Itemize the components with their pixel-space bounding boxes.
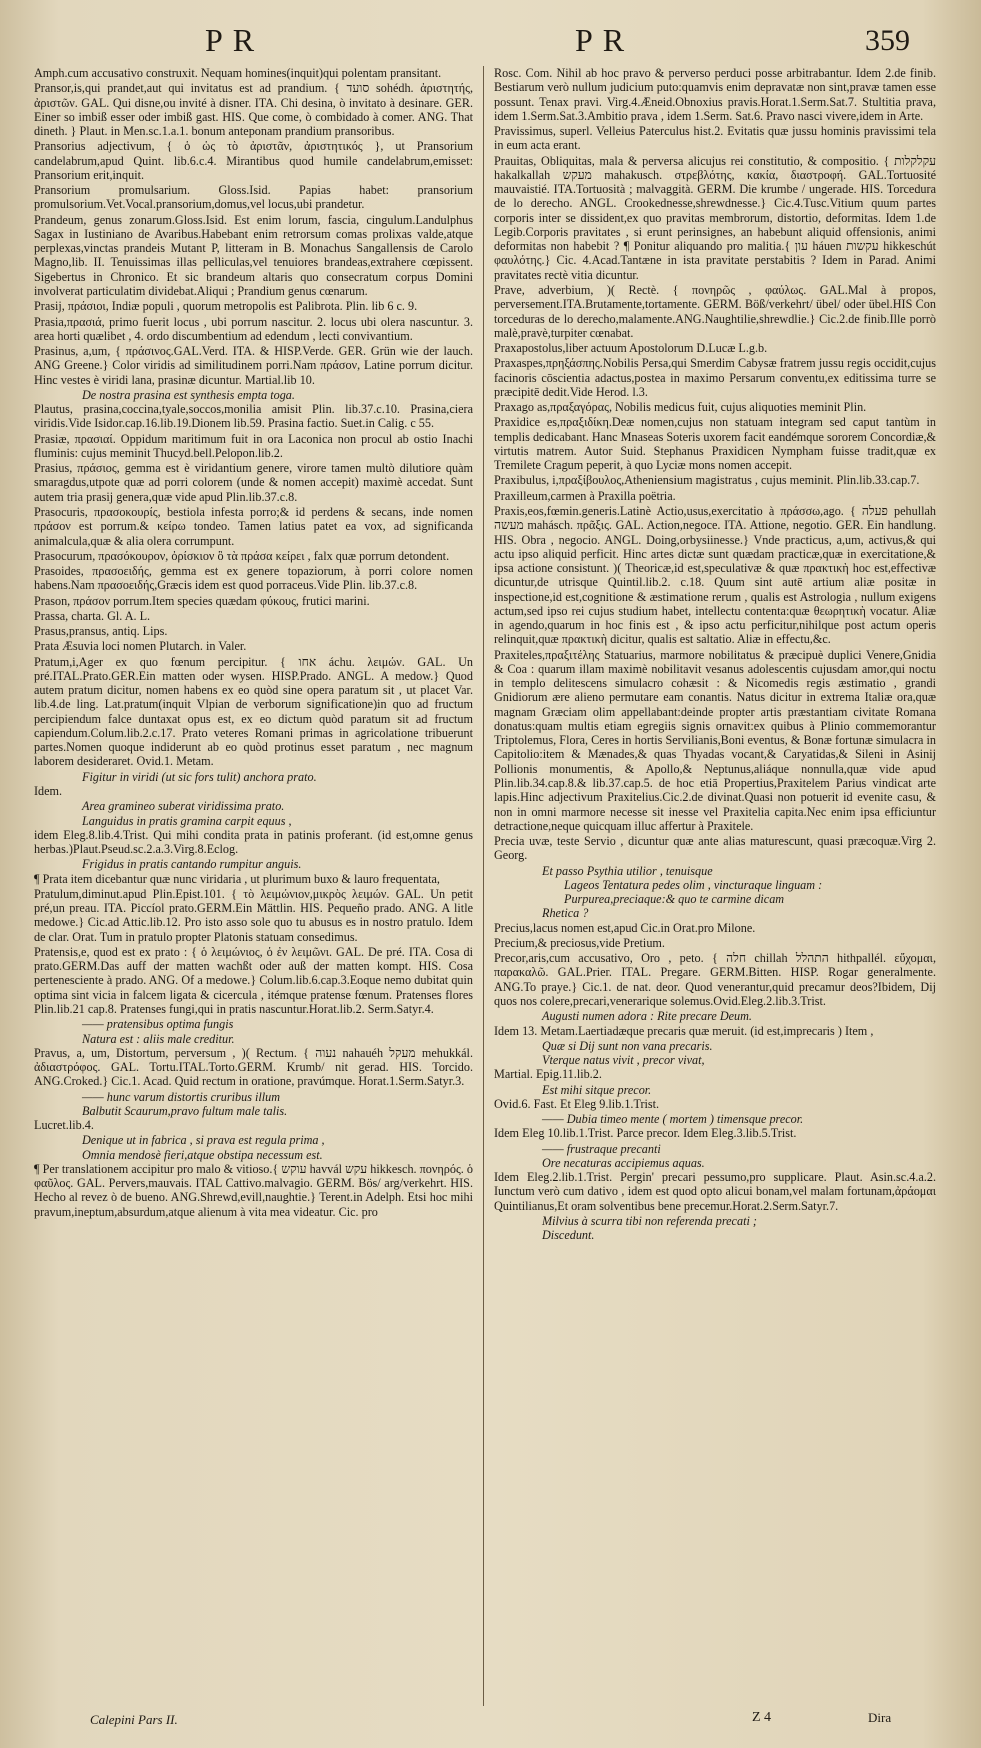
verse-quotation: Figitur in viridi (ut sic fors tulit) anchora prato.: [82, 769, 317, 784]
dictionary-entry: Prasoides, πρασοειδής, gemma est ex genere topaziorum, à porri colore nomen habens.Nam πρασοειδής,Græcis idem est quod porraceus.Vide Plin. lib.37.c.8.: [34, 564, 473, 593]
dictionary-entry: Amph.cum accusativo construxit. Nequam homines(inquit)qui polentam pransitant.: [34, 66, 442, 80]
text-columns: [14, 66, 964, 1706]
dictionary-entry: Martial. Epig.11.lib.2.: [494, 1067, 602, 1082]
verse-quotation: Lageos Tentatura pedes olim , vincturaque linguam :: [564, 877, 823, 892]
left-column: [14, 66, 484, 1706]
verse-quotation: —— Dubia timeo mente ( mortem ) timensque precor.: [542, 1112, 804, 1127]
verse-quotation: Discedunt.: [542, 1228, 595, 1243]
verse-quotation: Balbutit Scaurum,pravo fultum male talis.: [82, 1103, 288, 1118]
dictionary-entry: Prave, adverbium, )( Rectè. { πονηρῶς , φαύλως. GAL.Mal à propos, perversement.ITA.Brutamente,tortamente. GERM. Böß/verkehrt/ übel/ oder übel.HIS Con torceduras de lo derecho,malamente.ANG.Naughtilie,shrewdlie.} Cic.2.de finib.Ille porrò malè,pravè,turpiter cœnabat.: [494, 282, 936, 340]
dictionary-entry: Lucret.lib.4.: [34, 1118, 94, 1133]
verse-quotation: —— hunc varum distortis cruribus illum: [82, 1089, 281, 1104]
dictionary-entry: Precius,lacus nomen est,apud Cic.in Orat.pro Milone.: [494, 920, 756, 935]
dictionary-entry: Pransor,is,qui prandet,aut qui invitatus est ad prandium. { סועד sohédh. ἀριστητής, ἀριστῶν. GAL. Qui disne,ou invité à disner. ITA. Chi desina, ò invitato à desinare. GER. Einer so imbiß esser oder imbiß gast. HIS. Que come, ò combidado à comer. ANG. That dineth. } Plaut. in Men.sc.1.a.1. bonum anteponam prandium pransoribus.: [34, 81, 473, 139]
dictionary-entry: Praxis,eos,fœmin.generis.Latinè Actio,usus,exercitatio à πράσσω,ago. { פעלה pehullah מעשה mahásch. πρᾶξις. GAL. Action,negoce. ITA. Attione, negotio. GER. Ein handlung. HIS. Obra , negocio. ANGL. Doing,orbysiinesse.} Vnde practicus, a,um, activus,& qui actu ipso aliquid perficit. Hinc artes dictæ sunt quædam practicæ,quæ in exercitatione,& ipsa actione consistunt. )( Theoricæ,id est,speculativæ & quæ πρακτικὴ hoc est,effectivæ dicuntur,de utrisque Quintil.lib.2. c.18. Quum sint autē artium aliæ positæ in inspectione,id est,cognitione & æstimatione rerum , qualis est Astrologia , nullum exigens actum,sed ipso rei cujus studium habet, intellectu contenta:quæ θεωρητικὴ vocatur. Aliæ in agendo,quarum in hoc finis est , & ipso actu perficitur,nihilque post actum operis relinquit,quæ πρακτικὴ dicitur, qualis est saltatio. Aliæ in effectu,&c.: [494, 503, 936, 647]
dictionary-entry: Idem.: [34, 784, 63, 799]
dictionary-entry: Idem Eleg.2.lib.1.Trist. Pergin' precari pessumo,pro supplicare. Plaut. Asin.sc.4.a.2. Iunctum verò cum dativo , idem est quod opto alicui bonam,vel malam fortunam,ἀράομαι Quintilianus,Et oram solventibus bene precemur.Horat.2.Serm.Satyr.7.: [494, 1170, 936, 1213]
verse-quotation: —— frustraque precanti: [542, 1141, 661, 1156]
verse-quotation: Augusti numen adora : Rite precare Deum.: [542, 1009, 752, 1024]
verse-quotation: —— pratensibus optima fungis: [82, 1017, 234, 1032]
dictionary-entry: Precor,aris,cum accusativo, Oro , peto. { חלה chillah התהלל hithpallél. εὔχομαι, παρακαλῶ. GAL.Prier. ITAL. Pregare. GERM.Bitten. HISP. Rogar generalmente. ANG.To praye.} Cic.1. de nat. deor. Quod venerantur,quid precamur deos?Ibidem, Dij quos nos colere,precari,venerarique solemus.Ovid.Eleg.2.lib.3.Trist.: [494, 951, 937, 1008]
signature-mark: Z 4: [752, 1710, 772, 1725]
dictionary-entry: Prassa, charta. Gl. A. L.: [34, 608, 151, 623]
verse-quotation: Quæ si Dij sunt non vana precaris.: [542, 1038, 713, 1053]
dictionary-entry: Prasia,πρασιά, primo fuerit locus , ubi porrum nascitur. 2. locus ubi olera nascuntur. 3. area horti quælibet , 4. ordo discumbentium ad edendum , lecti convivantium.: [34, 314, 473, 343]
dictionary-entry: Prasiæ, πρασιαί. Oppidum maritimum fuit in ora Laconica non procul ab ostio Inachi fluminis: cujus meminit Thucyd.bell.Pelopon.lib.2.: [34, 431, 473, 460]
verse-quotation: Languidus in pratis gramina carpit equus ,: [82, 813, 292, 828]
dictionary-entry: idem Eleg.8.lib.4.Trist. Qui mihi condita prata in patinis proferant. (id est,omne genus herbas.)Plaut.Pseud.sc.2.a.3.Virg.8.Eclog.: [34, 827, 473, 857]
right-column: [484, 66, 954, 1706]
footer-title: Calepini Pars II.: [90, 1712, 178, 1727]
verse-quotation: Milvius à scurra tibi non referenda precati ;: [542, 1213, 757, 1228]
running-head: [0, 22, 981, 62]
dictionary-entry: Praxaspes,πρηξάσπης.Nobilis Persa,qui Smerdim Cabysæ fratrem jussu regis occidit,cujus facinoris cōscientia adactus,postea in maximo Persarum conventu,ex editissima turre se præcipitē dedit.Vide Herod. l.3.: [494, 356, 936, 399]
dictionary-entry: Praxilleum,carmen à Praxilla poëtria.: [494, 488, 676, 503]
verse-quotation: Area gramineo suberat viridissima prato.: [82, 799, 285, 814]
dictionary-entry: Prason, πράσον porrum.Item species quædam φύκους, frutici marini.: [34, 593, 370, 608]
dictionary-entry: Pravissimus, superl. Velleius Paterculus hist.2. Evitatis quæ jussu hominis pravissimi tela in eum acta erant.: [494, 124, 936, 153]
verse-quotation: Rhetica ?: [542, 906, 589, 921]
dictionary-entry: Precia uvæ, teste Servio , dicuntur quæ ante alias maturescunt, quasi præcoquæ.Virg 2. Georg.: [494, 834, 936, 863]
dictionary-entry: Precium,& preciosus,vide Pretium.: [494, 935, 665, 950]
dictionary-entry: ¶ Prata item dicebantur quæ nunc viridaria , ut plurimum buxo & lauro frequentata,: [34, 871, 440, 886]
dictionary-entry: Prasocurum, πρασόκουρον, ὀρίσκιον ὃ τὰ πράσα κείρει , falx quæ porrum detondent.: [34, 548, 450, 563]
dictionary-entry: Ovid.6. Fast. Et Eleg 9.lib.1.Trist.: [494, 1096, 660, 1111]
verse-quotation: Vterque natus vivit , precor vivat,: [542, 1053, 705, 1068]
dictionary-entry: Pravus, a, um, Distortum, perversum , )( Rectum. { נעוה nahauéh מעקל mehukkál. ἀδιαστρόφος. GAL. Tortu.ITAL.Torto.GERM. Krumb/ nit gerad. HIS. Torcido. ANG.Croked.} Cic.1. Acad. Quid rectum in oratione, pravúmque. Horat.1.Serm.Satyr.3.: [34, 1045, 473, 1089]
dictionary-entry: Prauitas, Obliquitas, mala & perversa alicujus rei constitutio, & compositio. { עקלקלות hakalkallah מעקש mahakusch. στρεβλότης, κακία, διαστροφή. GAL.Tortuosité mauvaistié. ITA.Tortuosità ; malvaggità. GERM. Die krumbe / ungerade. HIS. Torcedura de lo derecho. ANGL. Crookednesse,shrewdnesse.} Cic.4.Tusc.Vitium quum partes corporis inter se dissident,ex quo pravitas membrorum, distortio, deformitas. Idem 1.de Legib.Corporis pravitates , si erunt perinsignes, an habebunt aliquid offensionis, animi deformitas non habebit ? ¶ Ponitur aliquando pro malitia.{ עון háuen עקשות hikkeschút φαυλότης.} Cic. 4.Acad.Tantæne in ista pravitate perstabitis ? Idem in Parad. Animi pravitates rectè vitia dicuntur.: [494, 153, 936, 282]
verse-quotation: Denique ut in fabrica , si prava est regula prima ,: [82, 1133, 325, 1148]
dictionary-entry: Prasius, πράσιος, gemma est è viridantium genere, virore tamen multò dilutiore quàm smaragdus,utpote quæ ad porri colorem (unde & nomen accepit) maximè accedat. Sunt autem tria prasij genera,quæ vide apud Plin.lib.37.c.8.: [34, 461, 473, 504]
verse-quotation: Omnia mendosè fieri,atque obstipa necessum est.: [82, 1147, 323, 1162]
dictionary-entry: Idem 13. Metam.Laertiadæque precaris quæ meruit. (id est,imprecaris ) Item ,: [494, 1023, 874, 1038]
verse-quotation: Natura est : aliis male creditur.: [82, 1031, 235, 1046]
dictionary-entry: Prata Æsuvia loci nomen Plutarch. in Valer.: [34, 639, 247, 654]
dictionary-entry: ¶ Per translationem accipitur pro malo & vitioso.{ עוקש havvál עקש hikkesch. πονηρός. ὁ φαῦλος. GAL. Pervers,mauvais. ITAL Cattivo.malvagio. GERM. Bös/ arg/verkehrt. HIS. Hecho al revez ò de bueno. ANG.Shrewd,evill,naughtie.} Terent.in Adelph. Etsi hoc mihi pravum,ineptum,absurdum,atque alienum à vita mea videatur. Cic. pro: [34, 1161, 473, 1219]
dictionary-entry: Praxapostolus,liber actuum Apostolorum D.Lucæ L.g.b.: [494, 341, 768, 356]
dictionary-entry: Praxago as,πραξαγόρας, Nobilis medicus fuit, cujus aliquoties meminit Plin.: [494, 400, 867, 415]
verse-quotation: Ore necaturas accipiemus aquas.: [542, 1155, 705, 1170]
verse-quotation: De nostra prasina est synthesis empta toga.: [82, 387, 295, 402]
dictionary-entry: Pransorium promulsarium. Gloss.Isid. Papias habet: pransorium promulsorium.Vet.Vocal.pransorium,domus,vel locus,ubi prandetur.: [34, 183, 473, 212]
dictionary-entry: Prasus,pransus, antiq. Lips.: [34, 624, 168, 639]
dictionary-entry: Praxibulus, i,πραξίβουλος,Atheniensium magistratus , cujus meminit. Plin.lib.33.cap.7.: [494, 473, 920, 488]
catchword: Dira: [868, 1710, 892, 1725]
dictionary-entry: Praxiteles,πραξιτέλης Statuarius, marmore nobilitatus & præcipuè duplici Venere,Gnidia & Coa : quarum illam maximè nobilitavit vesanus adolescentis cujusdam amor,qui noctu in templo delitescens simulacro cohæsit : & Nicomedis regis æstimatio , grandi Gnidiorum ære alieno permutare eam conantis. Natus dicitur in extrema Italiæ ora,quæ magnam Græciam olim appellabant:deinde propter artis præstantiam civitate Romana donatus:quam multis etiam egregiis signis ornavit:ex quibus à Plinio commemorantur Triptolemus, Flora, Ceres in hortis Servilianis,Boni eventus, & Bonæ fortunæ simulacra in Capitolio:item & Mænades,& quas Thyadas vocant,& Caryatidas,& Sileni in Asinij Pollionis monumentis, & Apollo,& Neptunus,aliáque nonnulla,quæ vide apud Plin.lib.34.cap.8.& lib.37.cap.5. de hoc etiā Propertius,Praxitelem Parius vindicat arte lapis.Hinc adjectivum Praxitelius.Cic.2.de divinat.Quasi non potuerit id evenite casu, & non in omni marmore necesse sit inesse vel Praxitelia capita.Nec enim ipsa efficiuntur detractione,neque quicquam illuc affertur à Praxitele.: [494, 647, 936, 833]
dictionary-entry: Pratulum,diminut.apud Plin.Epist.101. { τὸ λειμώνιον,μικρὸς λειμών. GAL. Un petit pré,un preau. ITA. Piccíol prato.GERM.Ein Mättlin. HIS. Pequeño prado. ANG. A litle medowe.} Cic.ad Attic.lib.12. Pro isto asso sole quo tu abusus es in nostro pratulo. Idem de clar. Orat. Tum in pratulo propter Platonis statuam consedimus.: [34, 886, 473, 944]
dictionary-entry: Pransorius adjectivum, { ὁ ὡς τὸ ἀριστᾶν, ἀριστητικός }, ut Pransorium candelabrum,apud Quint. lib.6.c.4. Mirantibus quod humile candelabrum,emisset: Pransorium erit,inquit.: [34, 139, 473, 182]
running-head-left: PR: [205, 22, 265, 58]
dictionary-entry: Prasocuris, πρασοκουρίς, bestiola infesta porro;& id perdens & secans, inde nomen πράσον est porrum.& κείρω tondeo. Tamen latius patet ea vox, ad significanda animalcula,quæ & alia olera corrumpunt.: [34, 504, 473, 548]
verse-quotation: Frigidus in pratis cantando rumpitur anguis.: [82, 857, 302, 872]
dictionary-entry: Prasij, πράσιοι, Indiæ populi , quorum metropolis est Palibrota. Plin. lib 6 c. 9.: [34, 299, 418, 314]
running-head-right: PR: [575, 22, 635, 58]
dictionary-entry: Rosc. Com. Nihil ab hoc pravo & perverso perduci posse arbitrabantur. Idem 2.de finib. Bestiarum verò nullum judicium puto:quamvis enim depravatæ non sint,pravæ tamen esse possunt. Tenax pravi. Virg.4.Æneid.Obnoxius pravis.Horat.1.Serm.Sat.7. Stultitia prava, idem 1.Serm.Sat.3.Ambitio prava , idem 1.Serm. Sat.6. Pravo nasci vivere,idem in Arte.: [494, 66, 936, 123]
verse-quotation: Purpurea,preciaque:& quo te carmine dicam: [564, 892, 785, 907]
verse-quotation: Est mihi sitque precor.: [542, 1082, 652, 1097]
dictionary-entry: Pratensis,e, quod est ex prato : { ὁ λειμώνιος, ὁ ἐν λειμῶνι. GAL. De pré. ITA. Cosa di prato.GERM.Das auff der matten wachßt oder auß der matten kompt. HIS. Cosa pertenesciente à prado. ANG. Of a medowe.} Colum.lib.6.cap.3.Eoque nemo dubitat quin optima sint vicia in falcem ligata & cicercula , itémque pratense fœnum. Pratenses flores Plin.lib.21 cap.8. Pratenses fungi,qui in pratis nascuntur.Horat.lib.2. Serm.Satyr.4.: [34, 944, 473, 1016]
page-number: 359: [865, 24, 910, 57]
dictionary-entry: Praxidice es,πραξιδίκη.Deæ nomen,cujus non statuam integram sed caput tantùm in templis dedicabant. Hanc Mnaseas Soteris uxorem facit eandémque sororem Concordiæ,& virtutis matrem. Autor Suid. Stephanus Praxidicen Nympham fuisse tradit,quæ ex Tremilete Cragum peperit, à quo Lyciæ mons nomen accepit.: [494, 415, 936, 473]
dictionary-entry: Pratum,i,Ager ex quo fœnum percipitur. { אחו áchu. λειμών. GAL. Un pré.ITAL.Prato.GER.Ein matten oder wysen. HISP.Prado. ANGL. A medow.} Quod autem pratum dicitur, nomen habens ex eo quòd sine opera paratum sit , ut placet Var. lib.4.de ling. Lat.pratum(inquit Vlpian de verborum significatione)in quo ad fructum percipiendum falce duntaxat opus est, ex eo dictum quòd paratum sit ad fructum capiendum.Colum.lib.2.c.17. Prato veteres Romani primas in agricolatione tribuerunt partes.Nomen quoque indiderunt ab eo quòd protinus esset paratum , nec magnum laborem desideraret. Ovid.1. Metam.: [34, 654, 473, 769]
dictionary-entry: Prasinus, a,um, { πράσινος.GAL.Verd. ITA. & HISP.Verde. GER. Grün wie der lauch. ANG Greene.} Color viridis ad similitudinem porri.Nam πράσον, Latine porrum dicitur. Hinc vestes è viridi lana, prasinæ dicuntur. Martial.lib 10.: [34, 344, 473, 387]
verse-quotation: Et passo Psythia utilior , tenuisque: [542, 863, 713, 878]
dictionary-entry: Plautus, prasina,coccina,tyale,soccos,monilia amisit Plin. lib.37.c.10. Prasina,ciera viridis.Vide Isidor.cap.16.lib.19.Dionem lib.59. Prasina factio. Suet.in Calig. c 55.: [34, 402, 473, 431]
dictionary-entry: Prandeum, genus zonarum.Gloss.Isid. Est enim lorum, fascia, cingulum.Landulphus Sagax in Iustiniano de Avaribus.Habebant enim retrorsum comas prolixas valde,atque perplexas,vinctas prandeis Mutant P, litteram in B. Monachus Sangallensis de Carolo Magno,lib. II. Tenuissimas illas pelliculas,vel tenuiores brandeas,extrahere cœpissent. Sigebertus in Chronico. Et sic brandeum altaris quo consecratum corpus Domini involverat particulatim dividebat.Aliqui ; Prandium genus cœnarum.: [34, 212, 473, 298]
dictionary-entry: Idem Eleg 10.lib.1.Trist. Parce precor. Idem Eleg.3.lib.5.Trist.: [494, 1126, 797, 1141]
